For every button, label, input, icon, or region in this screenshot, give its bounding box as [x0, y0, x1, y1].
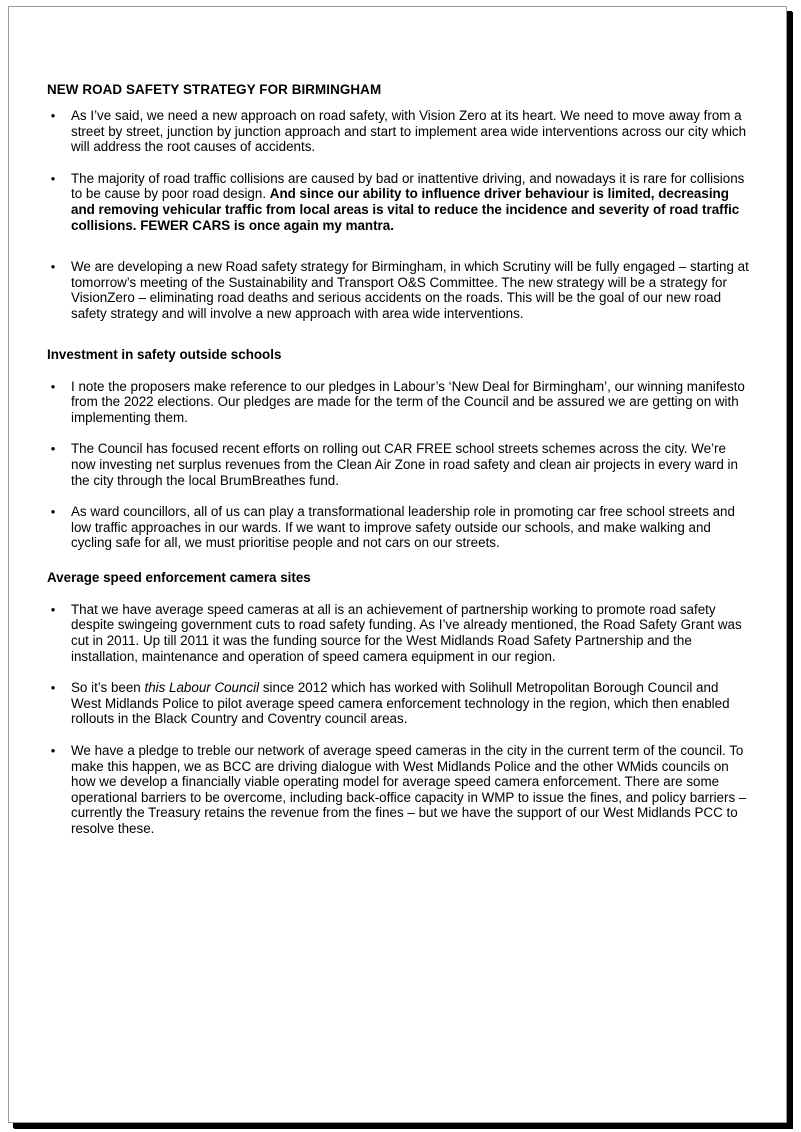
average-speed-cameras-list: [47, 602, 749, 837]
heading-investment-schools: Investment in safety outside schools: [47, 346, 282, 362]
bullet-text: I note the proposers make reference to our pledges in Labour’s ‘New Deal for Birmingham’, our winning manifesto from the 2022 elections. Our pledges are made for the term of the Council and be assured we are getting on with implementing them.: [71, 378, 745, 425]
investment-schools-list: [47, 379, 749, 551]
bullet-text: So it’s been: [71, 680, 141, 696]
bullet-item: [47, 108, 749, 155]
bullet-item: [47, 602, 749, 664]
bullet-text: since 2012 which has worked with Solihull Metropolitan Borough Council and West Midlands Police to pilot average speed camera enforcement technology in the region, which then enabled rollouts in the Black Country and Coventry council areas.: [71, 680, 730, 727]
bullet-text: The Council has focused recent efforts on rolling out CAR FREE school streets schemes across the city. We’re now investing net surplus revenues from the Clean Air Zone in road safety and clean air projects in every ward in the city through the local BrumBreathes fund.: [71, 441, 738, 488]
bullet-icon: •: [50, 743, 56, 759]
bullet-text-italic: this Labour Council: [144, 680, 260, 696]
bullet-icon: •: [50, 378, 56, 394]
bullet-text: We have a pledge to treble our network of average speed cameras in the city in the current term of the council. To make this happen, we as BCC are driving dialogue with West Midlands Police and the other WMids councils on how we develop a financially viable operating model for average speed camera enforcement. There are some operational barriers to be overcome, including back-office capacity in WMP to issue the fines, and policy barriers – currently the Treasury retains the revenue from the fines – but we have the support of our West Midlands PCC to resolve these.: [71, 743, 747, 836]
bullet-text: As I’ve said, we need a new approach on road safety, with Vision Zero at its heart. We need to move away from a street by street, junction by junction approach and start to implement area wide interventions across our city which will address the root causes of accidents.: [71, 108, 747, 155]
bullet-text: We are developing a new Road safety strategy for Birmingham, in which Scrutiny will be fully engaged – starting at tomorrow’s meeting of the Sustainability and Transport O&S Committee. The new strategy will be a strategy for VisionZero – eliminating road deaths and serious accidents on the roads. This will be the goal of our new road safety strategy and will involve a new approach with area wide interventions.: [71, 259, 749, 321]
road-safety-strategy-list: [47, 108, 749, 322]
bullet-icon: •: [50, 601, 56, 617]
document-page: [8, 6, 787, 1123]
bullet-item: [47, 441, 749, 488]
bullet-text: That we have average speed cameras at all is an achievement of partnership working to promote road safety despite swingeing government cuts to road safety funding. As I’ve already mentioned, the Road Safety Grant was cut in 2011. Up till 2011 it was the funding source for the West Midlands Road Safety Partnership and the installation, maintenance and operation of speed camera equipment in our region.: [71, 601, 742, 664]
bullet-text: As ward councillors, all of us can play a transformational leadership role in promoting car free school streets and low traffic approaches in our wards. If we want to improve safety outside our schools, and make walking and cycling safe for all, we must prioritise people and not cars on our streets.: [71, 504, 735, 551]
heading-average-speed-cameras: Average speed enforcement camera sites: [47, 569, 311, 585]
bullet-icon: •: [50, 504, 56, 520]
bullet-item: [47, 680, 749, 727]
bullet-icon: •: [50, 259, 56, 275]
bullet-item: [47, 259, 749, 321]
bullet-item: [47, 504, 749, 551]
bullet-text: The majority of road traffic collisions are caused by bad or inattentive driving, and nowadays it is rare for collisions to be cause by poor road design.: [71, 170, 745, 202]
bullet-icon: •: [50, 108, 56, 123]
bullet-item: [47, 379, 749, 426]
bullet-icon: •: [50, 441, 56, 457]
bullet-icon: •: [50, 170, 56, 186]
bullet-icon: •: [50, 680, 56, 696]
document-content: [47, 81, 749, 837]
heading-road-safety-strategy: NEW ROAD SAFETY STRATEGY FOR BIRMINGHAM: [47, 82, 382, 97]
bullet-item: [47, 743, 749, 837]
bullet-text-bold: And since our ability to influence driver behaviour is limited, decreasing and removing vehicular traffic from local areas is vital to reduce the incidence and severity of road traffic collisions. FEWER CARS is once again my mantra.: [71, 186, 740, 233]
bullet-item: [47, 171, 749, 233]
